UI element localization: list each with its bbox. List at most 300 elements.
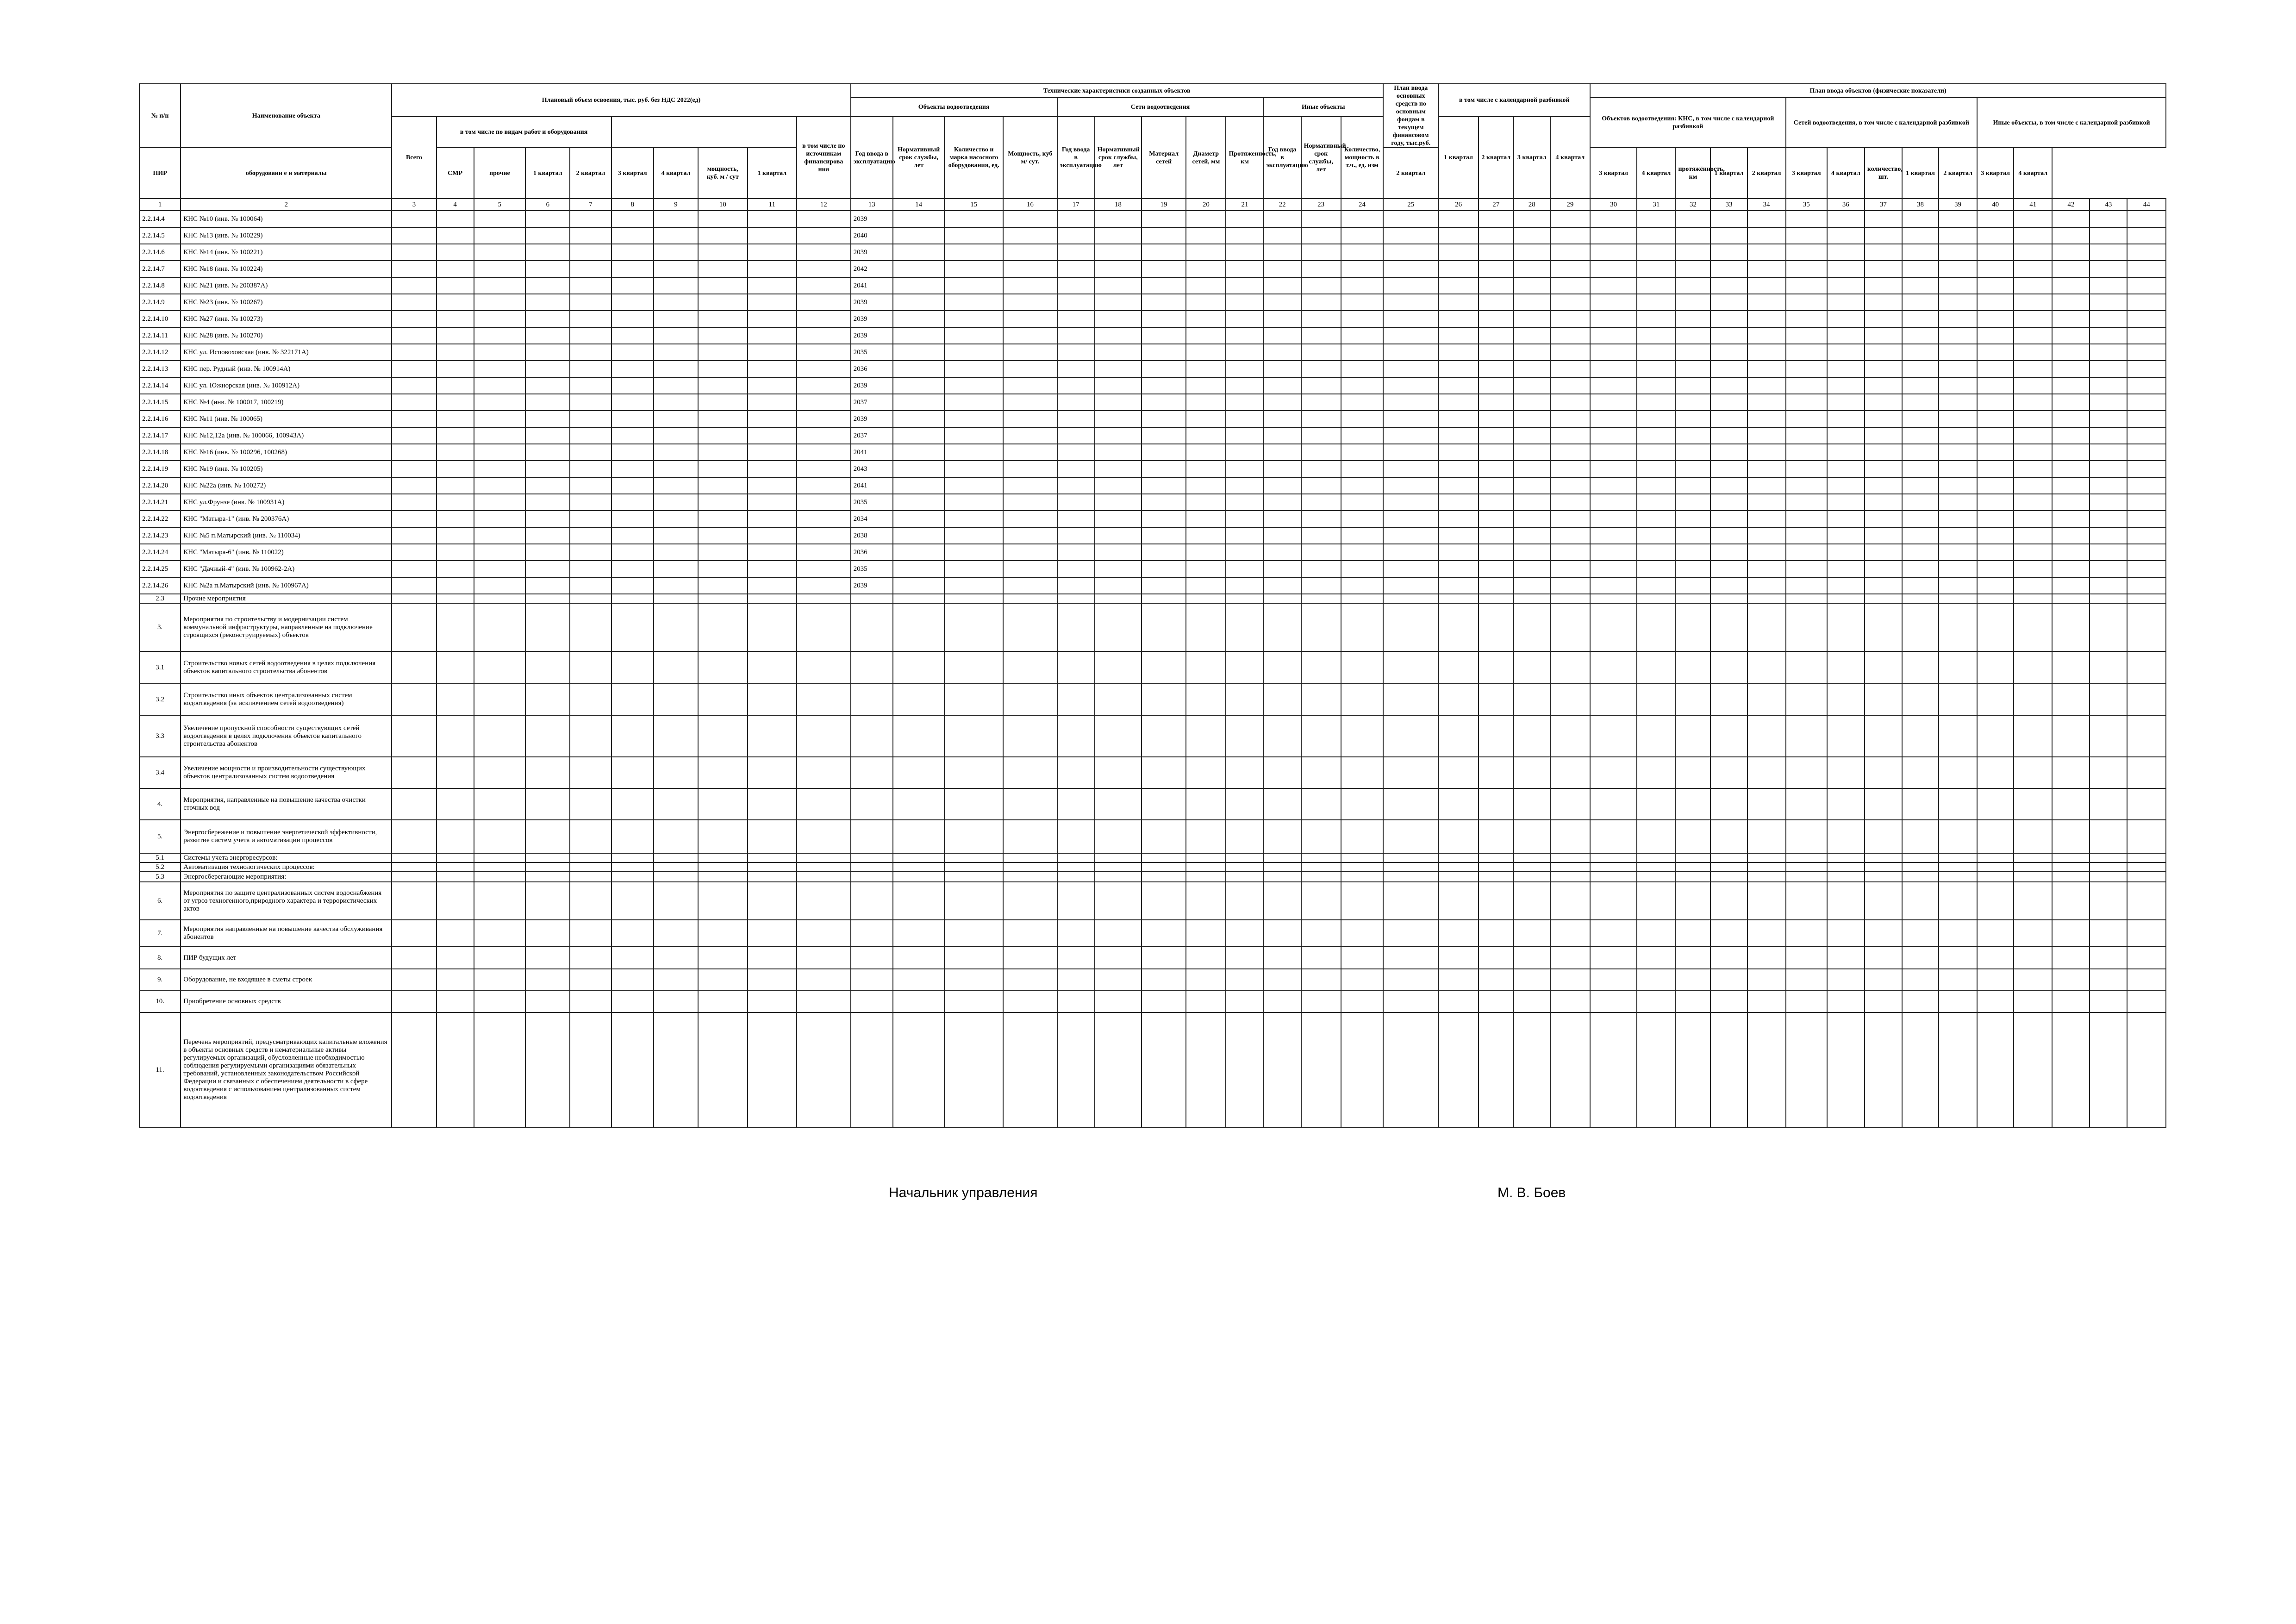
table-cell — [474, 227, 525, 244]
column-number: 6 — [525, 199, 570, 211]
table-cell — [1902, 511, 1939, 527]
table-cell — [1264, 494, 1301, 511]
table-cell — [1142, 715, 1186, 757]
table-cell — [1590, 277, 1637, 294]
table-cell — [748, 277, 797, 294]
table-cell — [392, 561, 436, 577]
table-cell — [570, 820, 611, 853]
table-cell — [1550, 820, 1590, 853]
table-cell — [893, 344, 944, 361]
table-cell — [1186, 311, 1226, 327]
table-cell — [1186, 862, 1226, 872]
table-cell — [1675, 820, 1710, 853]
table-cell — [1301, 651, 1341, 684]
table-cell — [2014, 684, 2052, 715]
table-cell — [2127, 411, 2166, 427]
table-cell — [1479, 862, 1514, 872]
table-cell — [525, 684, 570, 715]
table-cell — [570, 494, 611, 511]
table-cell — [748, 411, 797, 427]
table-cell — [1675, 757, 1710, 788]
table-cell — [2090, 820, 2127, 853]
table-cell — [1827, 377, 1865, 394]
table-cell — [437, 969, 474, 990]
table-cell — [1902, 211, 1939, 227]
header-norm-life: Нормативный срок службы, лет — [893, 117, 944, 199]
table-cell — [392, 494, 436, 511]
table-cell — [1383, 511, 1439, 527]
table-cell — [1095, 227, 1142, 244]
table-cell — [1590, 603, 1637, 651]
table-cell — [1637, 820, 1675, 853]
header-equipment: оборудовани е и материалы — [181, 148, 392, 199]
table-cell — [392, 444, 436, 461]
table-cell — [392, 788, 436, 820]
table-cell — [2127, 969, 2166, 990]
table-cell — [893, 920, 944, 947]
table-cell — [2052, 715, 2090, 757]
table-cell — [437, 244, 474, 261]
table-cell — [893, 862, 944, 872]
table-cell — [1550, 527, 1590, 544]
table-cell — [1095, 544, 1142, 561]
table-cell — [1439, 211, 1479, 227]
table-cell — [1747, 715, 1786, 757]
table-cell — [1827, 361, 1865, 377]
table-cell — [2090, 361, 2127, 377]
table-cell — [654, 577, 698, 594]
column-number: 29 — [1550, 199, 1590, 211]
table-cell — [392, 651, 436, 684]
header-net-material: Материал сетей — [1142, 117, 1186, 199]
table-cell — [1264, 211, 1301, 227]
section-title: Оборудование, не входящее в сметы строек — [181, 969, 392, 990]
table-cell — [1786, 715, 1827, 757]
table-cell — [1550, 394, 1590, 411]
table-cell — [1710, 444, 1747, 461]
table-cell — [1902, 444, 1939, 461]
table-cell — [1939, 872, 1977, 882]
table-cell — [474, 477, 525, 494]
table-cell — [1003, 853, 1057, 862]
table-cell — [1057, 394, 1095, 411]
row-code: 2.2.14.11 — [139, 327, 181, 344]
table-cell — [1939, 853, 1977, 862]
header-total: Всего — [392, 117, 436, 199]
table-cell — [698, 277, 747, 294]
table-cell — [2014, 561, 2052, 577]
table-cell — [698, 882, 747, 920]
table-cell — [2014, 651, 2052, 684]
table-cell — [437, 511, 474, 527]
table-cell — [1439, 920, 1479, 947]
table-cell — [1786, 820, 1827, 853]
table-cell — [1226, 461, 1263, 477]
table-cell — [1057, 511, 1095, 527]
table-cell — [1747, 311, 1786, 327]
table-cell — [944, 311, 1003, 327]
table-cell — [1550, 757, 1590, 788]
table-cell — [1383, 327, 1439, 344]
table-cell — [2052, 327, 2090, 344]
table-cell — [1479, 261, 1514, 277]
table-cell — [1095, 494, 1142, 511]
row-code: 2.2.14.18 — [139, 444, 181, 461]
table-cell — [893, 311, 944, 327]
table-cell — [1786, 227, 1827, 244]
table-cell — [1939, 561, 1977, 577]
table-cell — [1939, 544, 1977, 561]
table-cell — [1057, 715, 1095, 757]
header-name: Наименование объекта — [181, 84, 392, 148]
table-cell — [1865, 211, 1902, 227]
table-cell — [1747, 327, 1786, 344]
table-cell — [1264, 561, 1301, 577]
table-cell — [1514, 361, 1550, 377]
table-cell — [392, 461, 436, 477]
table-cell — [1786, 427, 1827, 444]
table-cell — [1865, 511, 1902, 527]
table-cell — [474, 411, 525, 427]
table-cell — [748, 444, 797, 461]
table-cell — [1057, 261, 1095, 277]
table-cell — [1747, 853, 1786, 862]
table-cell — [1827, 494, 1865, 511]
table-cell — [1226, 990, 1263, 1012]
table-cell — [1057, 577, 1095, 594]
table-cell — [1514, 211, 1550, 227]
table-cell — [2052, 227, 2090, 244]
table-cell — [1301, 990, 1341, 1012]
table-cell — [1301, 872, 1341, 882]
table-cell — [1439, 394, 1479, 411]
table-cell — [1550, 511, 1590, 527]
table-cell — [1186, 277, 1226, 294]
table-cell — [1902, 788, 1939, 820]
table-cell — [1003, 411, 1057, 427]
table-cell — [1637, 327, 1675, 344]
table-cell — [748, 544, 797, 561]
table-cell — [474, 361, 525, 377]
table-cell — [525, 477, 570, 494]
table-cell — [570, 969, 611, 990]
table-cell — [1341, 461, 1383, 477]
table-cell — [1977, 788, 2014, 820]
table-cell — [2052, 261, 2090, 277]
table-cell — [1637, 444, 1675, 461]
table-cell — [2127, 651, 2166, 684]
table-cell — [2127, 820, 2166, 853]
table-cell — [893, 990, 944, 1012]
table-cell — [1675, 394, 1710, 411]
table-cell — [1786, 684, 1827, 715]
table-cell — [1341, 757, 1383, 788]
table-cell — [474, 651, 525, 684]
table-cell — [1226, 820, 1263, 853]
table-cell — [1675, 684, 1710, 715]
row-object-name: КНС "Дачный-4" (инв. № 100962-2А) — [181, 561, 392, 577]
table-cell — [525, 227, 570, 244]
row-commission-year: 2039 — [851, 377, 893, 394]
table-cell — [1514, 561, 1550, 577]
table-cell — [1439, 244, 1479, 261]
table-cell — [1095, 651, 1142, 684]
header-nets-length: протяжённость, км — [1675, 148, 1710, 199]
table-cell — [1095, 377, 1142, 394]
table-cell — [1939, 947, 1977, 969]
table-cell — [2014, 394, 2052, 411]
table-cell — [944, 444, 1003, 461]
table-cell — [1341, 327, 1383, 344]
table-cell — [392, 947, 436, 969]
section-row — [139, 820, 2166, 853]
table-cell — [1479, 227, 1514, 244]
table-cell — [2014, 344, 2052, 361]
table-cell — [893, 594, 944, 603]
table-cell — [392, 511, 436, 527]
table-cell — [1226, 394, 1263, 411]
table-cell — [1383, 947, 1439, 969]
row-commission-year: 2041 — [851, 277, 893, 294]
table-cell — [1439, 444, 1479, 461]
table-cell — [1977, 511, 2014, 527]
table-cell — [1095, 561, 1142, 577]
column-number: 23 — [1301, 199, 1341, 211]
table-cell — [2052, 344, 2090, 361]
table-cell — [654, 277, 698, 294]
table-cell — [1747, 947, 1786, 969]
table-cell — [1186, 527, 1226, 544]
header-smr: СМР — [437, 148, 474, 199]
table-cell — [1439, 757, 1479, 788]
table-cell — [1057, 788, 1095, 820]
row-code: 2.2.14.14 — [139, 377, 181, 394]
table-cell — [392, 853, 436, 862]
table-cell — [1057, 277, 1095, 294]
table-cell — [654, 757, 698, 788]
table-cell — [698, 527, 747, 544]
table-cell — [1977, 594, 2014, 603]
table-cell — [748, 947, 797, 969]
table-cell — [1675, 311, 1710, 327]
table-cell — [1675, 461, 1710, 477]
table-cell — [1439, 882, 1479, 920]
table-cell — [1865, 862, 1902, 872]
table-cell — [1003, 715, 1057, 757]
table-cell — [474, 277, 525, 294]
table-cell — [1786, 461, 1827, 477]
table-cell — [1264, 715, 1301, 757]
table-cell — [1590, 261, 1637, 277]
table-cell — [1479, 377, 1514, 394]
table-cell — [1514, 494, 1550, 511]
table-cell — [1939, 969, 1977, 990]
table-cell — [748, 577, 797, 594]
table-cell — [1637, 651, 1675, 684]
table-cell — [1186, 561, 1226, 577]
table-cell — [2052, 561, 2090, 577]
table-cell — [2090, 715, 2127, 757]
table-cell — [944, 603, 1003, 651]
table-cell — [1186, 361, 1226, 377]
table-cell — [797, 327, 851, 344]
table-cell — [654, 444, 698, 461]
section-number: 3.1 — [139, 651, 181, 684]
table-cell — [944, 411, 1003, 427]
table-cell — [654, 969, 698, 990]
table-cell — [1637, 757, 1675, 788]
table-cell — [1977, 427, 2014, 444]
table-cell — [1514, 651, 1550, 684]
table-cell — [1479, 947, 1514, 969]
table-cell — [1057, 244, 1095, 261]
table-cell — [1142, 444, 1186, 461]
table-cell — [1341, 527, 1383, 544]
table-cell — [1095, 757, 1142, 788]
table-cell — [1383, 990, 1439, 1012]
table-cell — [1186, 477, 1226, 494]
table-cell — [1550, 788, 1590, 820]
table-cell — [1865, 788, 1902, 820]
table-cell — [748, 603, 797, 651]
column-number: 3 — [392, 199, 436, 211]
table-cell — [1675, 527, 1710, 544]
table-cell — [1747, 477, 1786, 494]
table-cell — [1003, 1012, 1057, 1127]
table-cell — [893, 377, 944, 394]
table-cell — [525, 788, 570, 820]
table-cell — [1902, 684, 1939, 715]
table-cell — [698, 990, 747, 1012]
table-cell — [698, 377, 747, 394]
row-object-name: КНС №4 (инв. № 100017, 100219) — [181, 394, 392, 411]
table-cell — [1057, 820, 1095, 853]
table-cell — [1710, 461, 1747, 477]
header-kns-q4: 4 квартал — [1637, 148, 1675, 199]
table-cell — [654, 244, 698, 261]
table-cell — [437, 494, 474, 511]
row-object-name: КНС №13 (инв. № 100229) — [181, 227, 392, 244]
table-cell — [1226, 361, 1263, 377]
table-cell — [1675, 444, 1710, 461]
table-cell — [525, 311, 570, 327]
header-net-norm-life: Нормативный срок службы, лет — [1095, 117, 1142, 199]
table-cell — [1637, 872, 1675, 882]
table-cell — [1341, 862, 1383, 872]
table-cell — [1710, 969, 1747, 990]
table-cell — [654, 344, 698, 361]
table-cell — [1637, 361, 1675, 377]
table-cell — [611, 920, 654, 947]
row-commission-year: 2035 — [851, 344, 893, 361]
table-cell — [1226, 594, 1263, 603]
table-cell — [1827, 561, 1865, 577]
table-cell — [2052, 477, 2090, 494]
table-cell — [1786, 327, 1827, 344]
table-cell — [893, 294, 944, 311]
table-cell — [851, 651, 893, 684]
table-cell — [1550, 969, 1590, 990]
table-cell — [437, 872, 474, 882]
table-cell — [611, 327, 654, 344]
table-cell — [1264, 853, 1301, 862]
table-cell — [1341, 684, 1383, 715]
table-cell — [1383, 494, 1439, 511]
table-cell — [1301, 461, 1341, 477]
table-cell — [1827, 603, 1865, 651]
table-cell — [797, 757, 851, 788]
table-cell — [2052, 277, 2090, 294]
table-cell — [748, 862, 797, 872]
table-cell — [1341, 411, 1383, 427]
table-cell — [2014, 990, 2052, 1012]
table-cell — [1827, 411, 1865, 427]
table-cell — [1902, 1012, 1939, 1127]
header-other-q4: 4 квартал — [2014, 148, 2052, 199]
table-cell — [611, 344, 654, 361]
table-cell — [525, 1012, 570, 1127]
table-cell — [1383, 427, 1439, 444]
table-cell — [2014, 757, 2052, 788]
table-cell — [570, 444, 611, 461]
section-number: 3.4 — [139, 757, 181, 788]
table-cell — [698, 511, 747, 527]
table-cell — [1301, 947, 1341, 969]
table-cell — [654, 990, 698, 1012]
table-cell — [893, 511, 944, 527]
header-other-q1: 1 квартал — [1902, 148, 1939, 199]
table-cell — [1902, 603, 1939, 651]
table-cell — [1786, 361, 1827, 377]
table-cell — [392, 327, 436, 344]
table-cell — [1301, 527, 1341, 544]
table-cell — [851, 990, 893, 1012]
table-cell — [1226, 294, 1263, 311]
table-cell — [1479, 494, 1514, 511]
table-cell — [611, 820, 654, 853]
table-cell — [392, 1012, 436, 1127]
table-cell — [1142, 544, 1186, 561]
row-code: 2.2.14.4 — [139, 211, 181, 227]
table-cell — [1747, 277, 1786, 294]
table-cell — [1827, 394, 1865, 411]
table-cell — [2052, 820, 2090, 853]
table-cell — [748, 344, 797, 361]
table-cell — [1301, 411, 1341, 427]
header-plan-volume: Плановый объем освоения, тыс. руб. без НДС 2022(ед) — [392, 84, 850, 117]
table-cell — [1675, 427, 1710, 444]
table-cell — [1439, 411, 1479, 427]
table-cell — [2127, 361, 2166, 377]
table-cell — [1514, 853, 1550, 862]
table-cell — [1439, 361, 1479, 377]
table-cell — [1939, 411, 1977, 427]
table-cell — [437, 757, 474, 788]
table-cell — [2014, 261, 2052, 277]
table-cell — [525, 277, 570, 294]
table-cell — [611, 684, 654, 715]
table-cell — [2127, 594, 2166, 603]
table-cell — [1383, 715, 1439, 757]
table-cell — [1590, 344, 1637, 361]
table-cell — [474, 494, 525, 511]
table-cell — [1142, 990, 1186, 1012]
table-cell — [698, 577, 747, 594]
table-cell — [2127, 327, 2166, 344]
table-cell — [1827, 788, 1865, 820]
table-cell — [2090, 684, 2127, 715]
table-cell — [2090, 990, 2127, 1012]
